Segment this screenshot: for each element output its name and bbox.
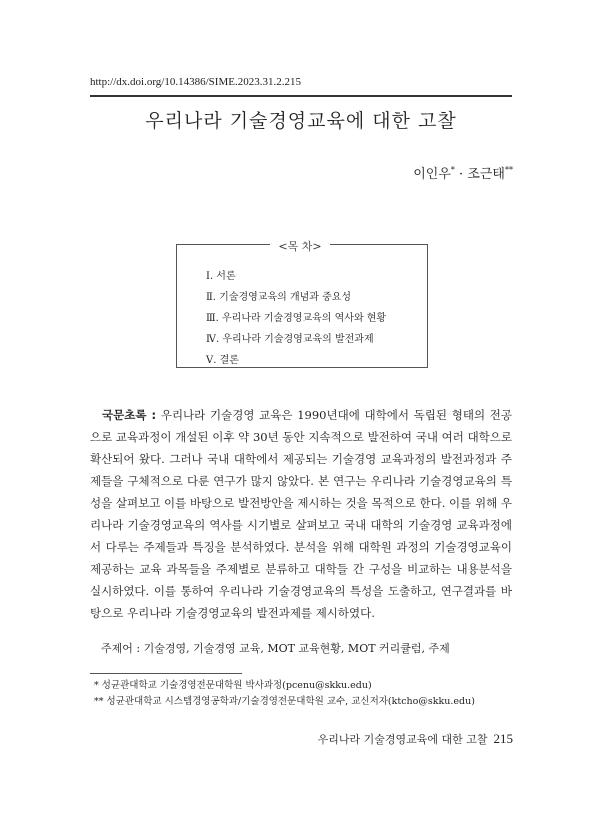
toc-item: Ⅰ. 서론 (206, 271, 236, 282)
doi-link[interactable]: http://dx.doi.org/10.14386/SIME.2023.31.2.215 (90, 76, 301, 88)
header-rule (90, 95, 512, 97)
author-separator: · (454, 167, 468, 182)
abstract (90, 404, 512, 624)
toc-item: Ⅱ. 기술경영교육의 개념과 중요성 (206, 292, 352, 303)
author-1: 이인우 (413, 167, 451, 182)
abstract-label: 국문초록 : (102, 408, 157, 422)
footnote-2: ** 성균관대학교 시스템경영공학과/기술경영전문대학원 교수, 교신저자(ktcho@skku.edu) (94, 696, 475, 707)
footnotes (94, 678, 475, 710)
author-2: 조근태 (467, 167, 505, 182)
paper-title: 우리나라 기술경영교육에 대한 고찰 (145, 110, 457, 132)
running-title: 우리나라 기술경영교육에 대한 고찰 (317, 733, 488, 746)
footnote-1: * 성균관대학교 기술경영전문대학원 박사과정(pcenu@skku.edu) (94, 680, 372, 691)
authors (413, 163, 513, 182)
toc-heading (0, 235, 600, 254)
toc-heading-label: <목 차> (270, 240, 329, 253)
toc-list (206, 266, 386, 371)
author-2-mark: ** (505, 165, 513, 175)
running-footer (318, 731, 513, 747)
footnote-rule (90, 673, 242, 674)
toc-item: Ⅳ. 우리나라 기술경영교육의 발전과제 (206, 334, 374, 345)
keywords: 주제어 : 기술경영, 기술경영 교육, MOT 교육현황, MOT 커리큘럼, 주제 (101, 642, 450, 655)
author-1-mark: * (450, 165, 455, 175)
page-number: 215 (493, 731, 513, 746)
toc-item: Ⅴ. 결론 (206, 355, 239, 366)
toc-item: Ⅲ. 우리나라 기술경영교육의 역사와 현황 (206, 313, 387, 324)
abstract-text: 우리나라 기술경영 교육은 1990년대에 대학에서 독립된 형태의 전공으로 교육과정이 개설된 이후 약 30년 동안 지속적으로 발전하여 국내 여러 대학으로 확산되어 왔다. 그러나 국내 대학에서 제공되는 기술경영 교육과정의 발전과정과 주제들을 구체적으로 다룬 연구가 많지 않았다. 본 연구는 우리나라 기술경영교육의 특성을 살펴보고 이를 바탕으로 발전방안을 제시하는 것을 목적으로 한다. 이를 위해 우리나라 기술경영교육의 역사를 시기별로 살펴보고 국내 대학의 기술경영 교육과정에서 다루는 주제들과 특징을 분석하였다. 분석을 위해 대학원 과정의 기술경영교육이 제공하는 교육 과목들을 주제별로 분류하고 대학들 간 구성을 비교하는 내용분석을 실시하였다. 이를 통하여 우리나라 기술경영교육의 특성을 도출하고, 연구결과를 바탕으로 우리나라 기술경영교육의 발전과제를 제시하였다. (90, 408, 513, 620)
